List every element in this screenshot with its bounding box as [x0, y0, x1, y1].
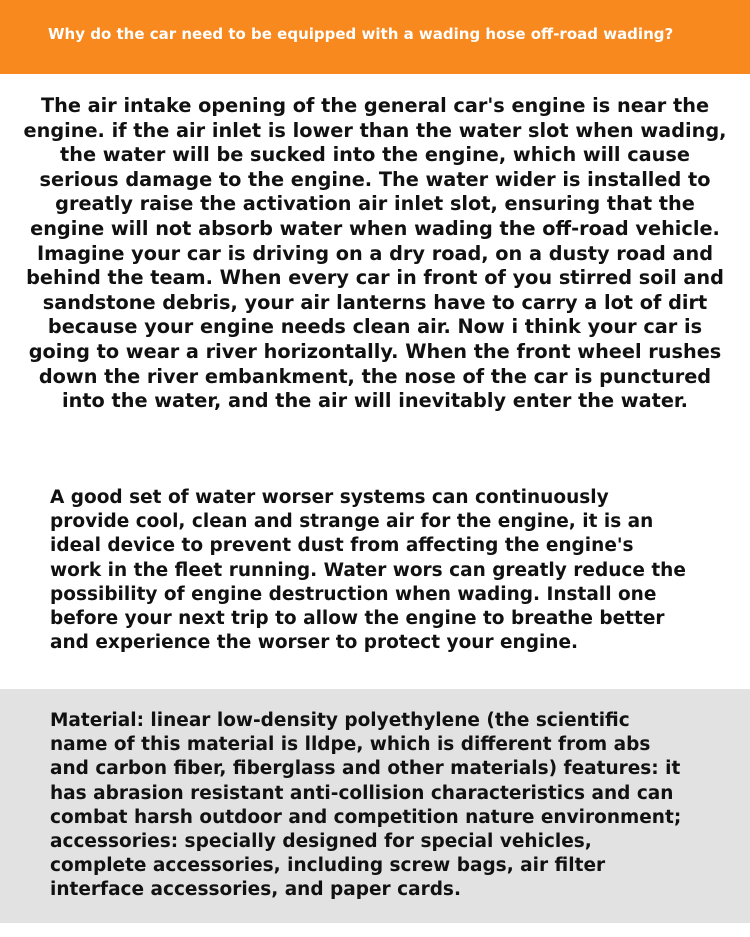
intro-paragraph: The air intake opening of the general car's engine is near the engine. if the air inlet is lower than the water slot when wading, the water will be sucked into the engine, which will cause serious damage to the engine. The water wider is installed to greatly raise the activation air inlet slot, ensuring that the engine will not absorb water when wading the off-road vehicle. Imagine your car is driving on a dry road, on a dusty road and behind the team. When every car in front of you stirred soil and sandstone debris, your air lanterns have to carry a lot of dirt because your engine needs clean air. Now i think your car is going to wear a river horizontally. When the front wheel rushes down the river embankment, the nose of the car is punctured into the water, and the air will inevitably enter the water. — [23, 94, 727, 413]
intro-paragraph-section — [0, 74, 750, 484]
header-banner — [0, 0, 750, 74]
header-title: Why do the car need to be equipped with a wading hose off-road wading? — [48, 25, 674, 43]
material-paragraph-section — [0, 689, 750, 923]
benefits-paragraph-section — [0, 484, 750, 690]
material-paragraph: Material: linear low-density polyethylene (the scientific name of this material is lldpe, which is different from abs and carbon fiber, fiberglass and other materials) features: it has abrasion resistant anti-collision characteristics and can combat harsh outdoor and competition nature environment; accessories: specially designed for special vehicles, complete accessories, including screw bags, air filter interface accessories, and paper cards. — [50, 710, 682, 901]
benefits-paragraph: A good set of water worser systems can continuously provide cool, clean and strange air for the engine, it is an ideal device to prevent dust from affecting the engine's work in the fleet running. Water wors can greatly reduce the possibility of engine destruction when wading. Install one before your next trip to allow the engine to breathe better and experience the worser to protect your engine. — [50, 487, 686, 654]
